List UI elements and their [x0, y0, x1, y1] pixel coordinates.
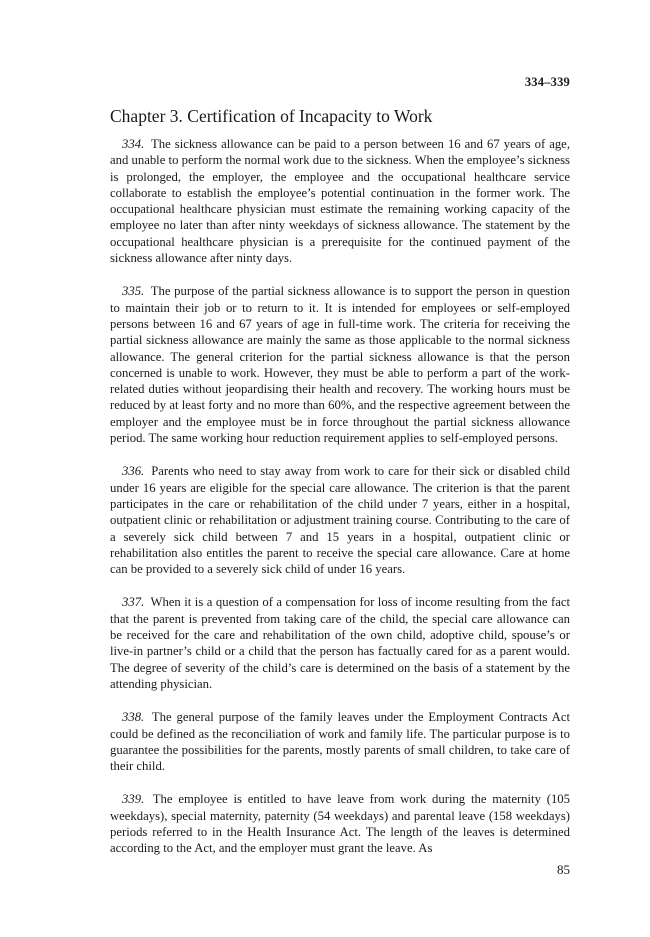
paragraph-text: When it is a question of a compensation for loss of income resulting from the fact that the parent is prevented from taking care of the child, the special care allowance can be received for the care and rehabilitation of the own child, adoptive child, spouse’s or live-in partner’s child or a child that the person has factually cared for as a parent would. The degree of severity of the child’s care is determined on the basis of a statement by the attending physician. — [110, 595, 570, 691]
paragraph-339 — [110, 791, 570, 856]
paragraph-number: 339. — [122, 792, 145, 807]
chapter-title: Chapter 3. Certification of Incapacity to Work — [110, 106, 433, 126]
paragraph-337 — [110, 594, 570, 692]
paragraph-text: Parents who need to stay away from work to care for their sick or disabled child under 16 years are eligible for the special care allowance. The criterion is that the parent participates in the care or rehabilitation of the child under 7 years, either in a hospital, outpatient clinic or rehabilitation or adjustment training course. Contributing to the care of a severely sick child between 7 and 15 years in a hospital, outpatient clinic or rehabilitation also entitles the parent to receive the special care allowance. Care at home can be provided to a severely sick child of under 16 years. — [110, 464, 571, 577]
paragraph-text: The employee is entitled to have leave from work during the maternity (105 weekdays), special maternity, paternity (54 weekdays) and parental leave (158 weekdays) periods referred to in the Health Insurance Act. The length of the leaves is determined according to the Act, and the employer must grant the leave. As — [110, 792, 570, 856]
page-number: 85 — [557, 862, 570, 877]
body-text — [110, 136, 570, 874]
paragraph-number: 334. — [122, 137, 145, 151]
running-head: 334–339 — [524, 75, 570, 89]
paragraph-336 — [110, 463, 570, 577]
document-page — [110, 0, 570, 937]
paragraph-335 — [110, 283, 570, 446]
paragraph-text: The purpose of the partial sickness allowance is to support the person in question to maintain their job or to return to it. It is intended for employees or self-employed persons between 16 and 67 years of age in full-time work. The criteria for receiving the partial sickness allowance are mainly the same as those applicable to the normal sickness allowance. The general criterion for the partial sickness allowance is that the person concerned is unable to work. However, they must be able to perform a part of the work-related duties without jeopardising their health and recovery. The working hours must be reduced by at least forty and no more than 60%, and the respective agreement between the employer and the employee must be in force throughout the partial sickness allowance period. The same working hour reduction requirement applies to self-employed persons. — [110, 284, 570, 446]
paragraph-number: 338. — [122, 710, 145, 725]
paragraph-text: The sickness allowance can be paid to a person between 16 and 67 years of age, and unable to perform the normal work due to the sickness. When the employee’s sickness is prolonged, the employer, the employee and the occupational healthcare service collaborate to establish the employee’s potential continuation in the former work. The occupational healthcare physician must estimate the remaining working capacity of the employee no later than after ninty weekdays of sickness allowance. The statement by the occupational healthcare physician is a prerequisite for the continued payment of the sickness allowance after ninty days. — [110, 137, 570, 266]
paragraph-number: 335. — [122, 284, 145, 299]
paragraph-number: 336. — [122, 464, 145, 479]
paragraph-338 — [110, 709, 570, 774]
paragraph-334 — [110, 136, 570, 266]
paragraph-number: 337. — [122, 595, 145, 610]
paragraph-text: The general purpose of the family leaves under the Employment Contracts Act could be defined as the reconciliation of work and family life. The particular purpose is to guarantee the possibilities for the parents, mostly parents of small children, to take care of their child. — [110, 710, 570, 774]
